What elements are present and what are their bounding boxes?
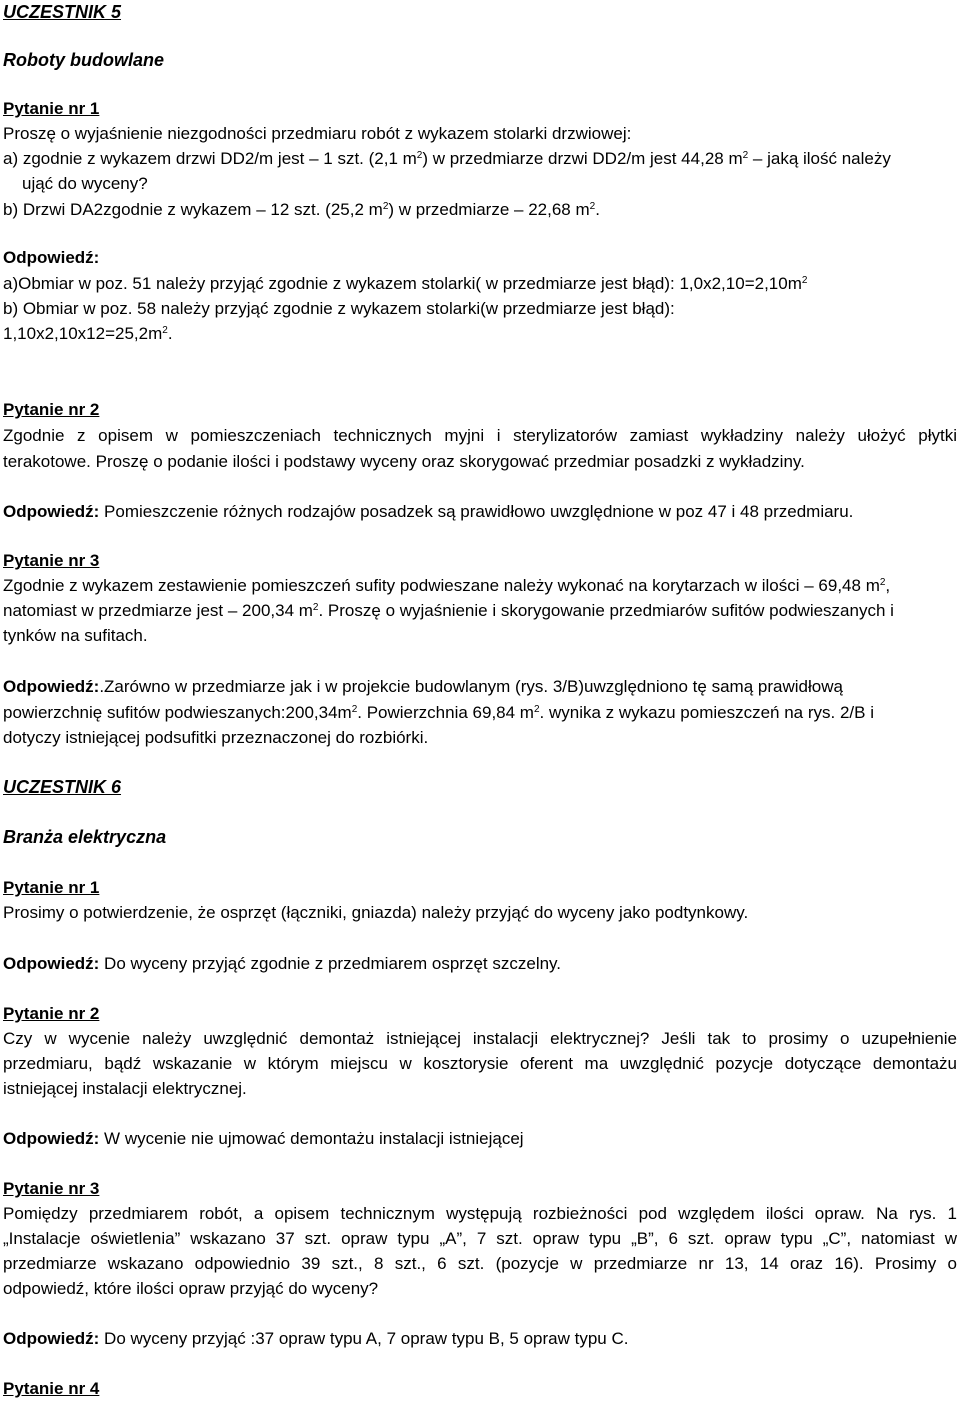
p5-question-2-label: Pytanie nr 2	[3, 400, 100, 419]
p6-q3-text-line: przedmiarze wskazano odpowiednio 39 szt., 8 szt., 6 szt. (pozycje w przedmiarze nr 13, 14 oraz 16). Prosimy o	[3, 1254, 957, 1273]
p5-q3-answer-line: dotyczy istniejącej podsufitki przeznaczonej do rozbiórki.	[3, 728, 429, 747]
p5-q2-text-line: terakotowe. Proszę o podanie ilości i podstawy wyceny oraz skorygować przedmiar posadzki z wykładziny.	[3, 452, 805, 471]
p5-q2-text-line: Zgodnie z opisem w pomieszczeniach technicznych myjni i sterylizatorów zamiast wykładziny należy ułożyć płytki	[3, 426, 957, 445]
p6-q2-answer: Odpowiedź: W wycenie nie ujmować demontażu instalacji istniejącej	[3, 1129, 524, 1148]
p6-q3-text-line: „Instalacje oświetlenia” wskazano 37 szt. opraw typu „A”, 7 szt. opraw typu „B”, 6 szt. opraw typu „C”, natomiast w	[3, 1229, 957, 1248]
p6-q2-text-line: Czy w wycenie należy uwzględnić demontaż istniejącej instalacji elektrycznej? Jeśli tak to prosimy o uzupełnienie	[3, 1029, 957, 1048]
p5-q1-text-line: a) zgodnie z wykazem drzwi DD2/m jest – 1 szt. (2,1 $m^2$) w przedmiarze drzwi DD2/m jest 44,28 $m^2$ – jaką ilość należy	[3, 149, 891, 168]
p5-q3-answer-label: Odpowiedź:	[3, 677, 100, 696]
p6-question-1-label: Pytanie nr 1	[3, 878, 100, 897]
p6-q2-text-line: istniejącej instalacji elektrycznej.	[3, 1079, 247, 1098]
p6-question-3-label: Pytanie nr 3	[3, 1179, 100, 1198]
p6-q3-text-line: Pomiędzy przedmiarem robót, a opisem technicznym występują rozbieżności pod względem ilości opraw. Na rys. 1	[3, 1204, 957, 1223]
p6-q1-answer-label: Odpowiedź:	[3, 954, 100, 973]
p5-q1-answer-label: Odpowiedź:	[3, 248, 100, 267]
p5-q1-text-line: b) Drzwi DA2zgodnie z wykazem – 12 szt. (25,2 $m^2$) w przedmiarze – 22,68 $m^2$.	[3, 200, 600, 219]
p6-q3-answer: Odpowiedź: Do wyceny przyjąć :37 opraw typu A, 7 opraw typu B, 5 opraw typu C.	[3, 1329, 629, 1348]
section-construction-title: Roboty budowlane	[3, 50, 164, 70]
section-electrical-title: Branża elektryczna	[3, 827, 167, 847]
p5-q3-text-line: tynków na sufitach.	[3, 626, 148, 645]
participant-6-title: UCZESTNIK 6	[3, 777, 122, 797]
p6-q1-text-line: Prosimy o potwierdzenie, że osprzęt (łączniki, gniazda) należy przyjąć do wyceny jako podtynkowy.	[3, 903, 749, 922]
p5-question-3-label: Pytanie nr 3	[3, 551, 100, 570]
p6-q3-answer-label: Odpowiedź:	[3, 1329, 100, 1348]
p5-q1-text-line: ująć do wyceny?	[22, 174, 148, 193]
p5-q3-answer-line: Odpowiedź:.Zarówno w przedmiarze jak i w projekcie budowlanym (rys. 3/B)uwzględniono tę samą prawidłową	[3, 677, 843, 696]
p6-question-4-label: Pytanie nr 4	[3, 1379, 100, 1398]
p5-q3-answer-line: powierzchnię sufitów $podwieszanych:200,34m^2$. Powierzchnia 69,84 $m^2$. wynika z wykazu pomieszczeń na rys. 2/B i	[3, 703, 874, 722]
p5-q1-answer-line: $1,10x2,10x12=25,2m^2$.	[3, 324, 173, 343]
p6-question-2-label: Pytanie nr 2	[3, 1004, 100, 1023]
p6-q2-text-line: przedmiaru, bądź wskazanie w którym miejscu w kosztorysie oferent ma uwzględnić pozycje dotyczące demontażu	[3, 1054, 957, 1073]
p5-q2-answer: Odpowiedź: Pomieszczenie różnych rodzajów posadzek są prawidłowo uwzględnione w poz 47 i 48 przedmiaru.	[3, 502, 854, 521]
participant-5-title: UCZESTNIK 5	[3, 2, 122, 22]
p6-q1-answer: Odpowiedź: Do wyceny przyjąć zgodnie z przedmiarem osprzęt szczelny.	[3, 954, 562, 973]
p5-q1-text-line: Proszę o wyjaśnienie niezgodności przedmiaru robót z wykazem stolarki drzwiowej:	[3, 124, 632, 143]
p6-q2-answer-label: Odpowiedź:	[3, 1129, 100, 1148]
p5-q2-answer-label: Odpowiedź:	[3, 502, 100, 521]
p5-q3-text-line: Zgodnie z wykazem zestawienie pomieszczeń sufity podwieszane należy wykonać na korytarzach w ilości – 69,48 $m^2$,	[3, 576, 891, 595]
p5-question-1-label: Pytanie nr 1	[3, 99, 100, 118]
p5-q1-answer-line: a)Obmiar w poz. 51 należy przyjąć zgodnie z wykazem stolarki( w przedmiarze jest błąd): $1,0x2,10=2,10m^2$	[3, 274, 808, 293]
p5-q3-text-line: natomiast w przedmiarze jest – 200,34 $m^2$. Proszę o wyjaśnienie i skorygowanie przedmiarów sufitów podwieszanych i	[3, 601, 894, 620]
p5-q1-answer-line: b) Obmiar w poz. 58 należy przyjąć zgodnie z wykazem stolarki(w przedmiarze jest błąd):	[3, 299, 675, 318]
p6-q3-text-line: odpowiedź, które ilości opraw przyjąć do wyceny?	[3, 1279, 379, 1298]
